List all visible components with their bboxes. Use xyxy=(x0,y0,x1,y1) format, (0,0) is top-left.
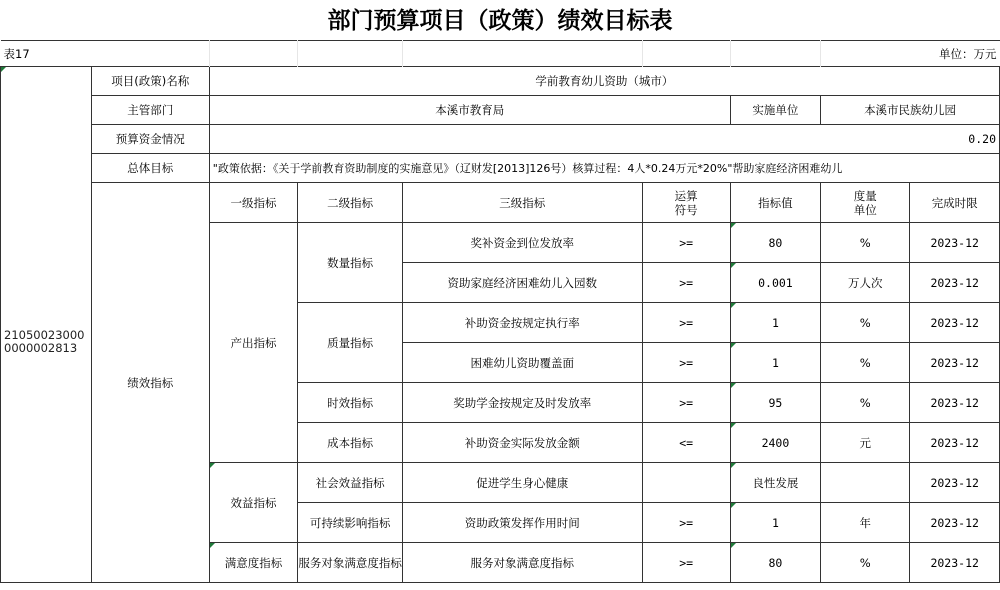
group-timeliness[interactable]: 时效指标 xyxy=(298,383,403,423)
empty-cell[interactable] xyxy=(402,41,642,67)
group-quantity[interactable]: 数量指标 xyxy=(298,223,403,303)
header-unit-text: 度量单位 xyxy=(853,188,877,217)
indicator-deadline[interactable]: 2023-12 xyxy=(910,383,1000,423)
group-quality[interactable]: 质量指标 xyxy=(298,303,403,383)
indicator-unit[interactable]: % xyxy=(821,303,910,343)
indicator-unit[interactable]: % xyxy=(821,543,910,583)
goal-label[interactable]: 总体目标 xyxy=(91,154,209,183)
dept-value[interactable]: 本溪市教育局 xyxy=(209,96,730,125)
indicator-op[interactable]: >= xyxy=(642,343,730,383)
header-l2[interactable]: 二级指标 xyxy=(298,183,403,223)
indicator-name[interactable]: 服务对象满意度指标 xyxy=(402,543,642,583)
indicator-op[interactable]: >= xyxy=(642,503,730,543)
indicator-unit[interactable]: 元 xyxy=(821,423,910,463)
empty-cell[interactable] xyxy=(821,41,910,67)
sheet-header-row xyxy=(1,41,1000,67)
indicator-op[interactable]: >= xyxy=(642,543,730,583)
empty-cell[interactable] xyxy=(642,41,730,67)
empty-cell[interactable] xyxy=(209,41,298,67)
goal-value[interactable]: "政策依据：《关于学前教育资助制度的实施意见》（辽财发[2013]126号）核算过程：4人*0.24万元*20%"帮助家庭经济困难幼儿 xyxy=(209,154,999,183)
page-title: 部门预算项目（政策）绩效目标表 xyxy=(327,7,673,34)
indicator-deadline[interactable]: 2023-12 xyxy=(910,263,1000,303)
indicator-unit[interactable] xyxy=(821,463,910,503)
indicator-deadline[interactable]: 2023-12 xyxy=(910,223,1000,263)
indicator-header-row xyxy=(1,183,1000,223)
indicator-name[interactable]: 奖补资金到位发放率 xyxy=(402,223,642,263)
department-row xyxy=(1,96,1000,125)
group-social[interactable]: 社会效益指标 xyxy=(298,463,403,503)
indicator-op[interactable]: >= xyxy=(642,263,730,303)
group-benefit[interactable]: 效益指标 xyxy=(209,463,298,543)
indicator-unit[interactable]: % xyxy=(821,223,910,263)
indicator-deadline[interactable]: 2023-12 xyxy=(910,303,1000,343)
group-satisfaction[interactable]: 满意度指标 xyxy=(209,543,298,583)
header-deadline[interactable]: 完成时限 xyxy=(910,183,1000,223)
indicator-name[interactable]: 资助政策发挥作用时间 xyxy=(402,503,642,543)
perf-label[interactable]: 绩效指标 xyxy=(91,183,209,583)
indicator-name[interactable]: 促进学生身心健康 xyxy=(402,463,642,503)
project-code-cell[interactable] xyxy=(1,67,92,583)
indicator-deadline[interactable]: 2023-12 xyxy=(910,343,1000,383)
indicator-value[interactable]: 0.001 xyxy=(730,263,820,303)
indicator-deadline[interactable]: 2023-12 xyxy=(910,503,1000,543)
indicator-op[interactable] xyxy=(642,463,730,503)
header-l3[interactable]: 三级指标 xyxy=(402,183,642,223)
header-val[interactable]: 指标值 xyxy=(730,183,820,223)
header-op-text: 运算符号 xyxy=(674,188,698,217)
indicator-name[interactable]: 困难幼儿资助覆盖面 xyxy=(402,343,642,383)
group-cost[interactable]: 成本指标 xyxy=(298,423,403,463)
indicator-deadline[interactable]: 2023-12 xyxy=(910,423,1000,463)
budget-row xyxy=(1,125,1000,154)
indicator-name[interactable]: 补助资金按规定执行率 xyxy=(402,303,642,343)
indicator-value[interactable]: 2400 xyxy=(730,423,820,463)
impl-label[interactable]: 实施单位 xyxy=(730,96,820,125)
indicator-value[interactable]: 95 xyxy=(730,383,820,423)
indicator-name[interactable]: 补助资金实际发放金额 xyxy=(402,423,642,463)
indicator-op[interactable]: >= xyxy=(642,303,730,343)
group-service-satisfaction[interactable]: 服务对象满意度指标 xyxy=(298,543,403,583)
budget-value[interactable]: 0.20 xyxy=(209,125,999,154)
indicator-value[interactable]: 1 xyxy=(730,343,820,383)
indicator-value[interactable]: 1 xyxy=(730,303,820,343)
performance-target-table xyxy=(0,40,1000,583)
unit-label[interactable]: 单位：万元 xyxy=(910,41,1000,67)
indicator-value[interactable]: 80 xyxy=(730,223,820,263)
group-sustain[interactable]: 可持续影响指标 xyxy=(298,503,403,543)
header-l1[interactable]: 一级指标 xyxy=(209,183,298,223)
indicator-unit[interactable]: % xyxy=(821,383,910,423)
project-code: 210500230000000002813 xyxy=(4,328,85,355)
indicator-deadline[interactable]: 2023-12 xyxy=(910,543,1000,583)
indicator-unit[interactable]: 年 xyxy=(821,503,910,543)
indicator-unit[interactable]: 万人次 xyxy=(821,263,910,303)
indicator-name[interactable]: 资助家庭经济困难幼儿入园数 xyxy=(402,263,642,303)
indicator-name[interactable]: 奖助学金按规定及时发放率 xyxy=(402,383,642,423)
indicator-value[interactable]: 良性发展 xyxy=(730,463,820,503)
impl-value[interactable]: 本溪市民族幼儿园 xyxy=(821,96,1000,125)
indicator-value[interactable]: 1 xyxy=(730,503,820,543)
empty-cell[interactable] xyxy=(298,41,403,67)
budget-label[interactable]: 预算资金情况 xyxy=(91,125,209,154)
indicator-deadline[interactable]: 2023-12 xyxy=(910,463,1000,503)
header-unit[interactable] xyxy=(821,183,910,223)
indicator-op[interactable]: >= xyxy=(642,223,730,263)
indicator-value[interactable]: 80 xyxy=(730,543,820,583)
indicator-op[interactable]: <= xyxy=(642,423,730,463)
project-name-row xyxy=(1,67,1000,96)
indicator-op[interactable]: >= xyxy=(642,383,730,423)
project-name-value[interactable]: 学前教育幼儿资助（城市） xyxy=(209,67,999,96)
goal-row xyxy=(1,154,1000,183)
header-op[interactable] xyxy=(642,183,730,223)
empty-cell[interactable] xyxy=(730,41,820,67)
table-number[interactable]: 表17 xyxy=(1,41,210,67)
group-output[interactable]: 产出指标 xyxy=(209,223,298,463)
project-name-label[interactable]: 项目(政策)名称 xyxy=(91,67,209,96)
dept-label[interactable]: 主管部门 xyxy=(91,96,209,125)
indicator-unit[interactable]: % xyxy=(821,343,910,383)
